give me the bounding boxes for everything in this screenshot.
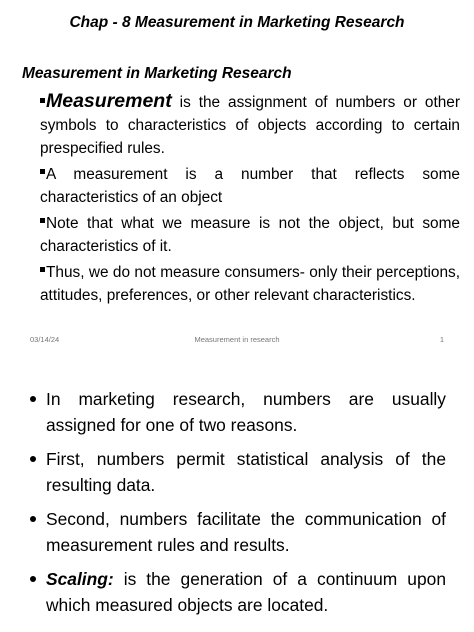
round-bullet-icon: [30, 456, 36, 462]
page-title: Chap - 8 Measurement in Marketing Research: [69, 14, 405, 31]
square-bullet-icon: [40, 169, 45, 174]
scaling-term: Scaling:: [46, 569, 114, 589]
bullet-measurement-number: [40, 163, 460, 209]
square-bullet-icon: [40, 218, 45, 223]
round-bullet-icon: [30, 516, 36, 522]
bullet-text: Note that what we measure is not the object, but some characteristics of it.: [40, 215, 460, 255]
bullet-text: In marketing research, numbers are usually assigned for one of two reasons.: [46, 389, 446, 435]
bullet-reasons: [30, 386, 446, 438]
bullet-text: Thus, we do not measure consumers- only their perceptions, attitudes, preferences, or other relevant characteristics.: [40, 264, 460, 304]
slide1-bullet-list: [40, 90, 460, 310]
square-bullet-icon: [40, 98, 45, 103]
footer-title: Measurement in research: [194, 335, 280, 344]
round-bullet-icon: [30, 396, 36, 402]
section-heading: Measurement in Marketing Research: [22, 65, 292, 82]
bullet-statistical-analysis: [30, 446, 446, 498]
bullet-text: A measurement is a number that reflects some characteristics of an object: [40, 166, 460, 206]
bullet-text: Second, numbers facilitate the communication of measurement rules and results.: [46, 509, 446, 555]
bullet-text: is the generation of a continuum upon which measured objects are located.: [46, 569, 446, 615]
measurement-term: Measurement: [46, 90, 172, 112]
round-bullet-icon: [30, 576, 36, 582]
footer-page-number: 1: [439, 335, 444, 344]
bullet-text: First, numbers permit statistical analysis of the resulting data.: [46, 449, 446, 495]
bullet-scaling: [30, 566, 446, 618]
bullet-communication: [30, 506, 446, 558]
bullet-text: is the assignment of numbers or other symbols to characteristics of objects according to certain prespecified rules.: [40, 94, 460, 157]
bullet-measurement-definition: [40, 90, 460, 160]
square-bullet-icon: [40, 267, 45, 272]
bullet-what-we-measure: [40, 212, 460, 258]
footer-date: 03/14/24: [30, 335, 60, 344]
bullet-consumers: [40, 261, 460, 307]
slide2-bullet-list: [30, 386, 446, 626]
